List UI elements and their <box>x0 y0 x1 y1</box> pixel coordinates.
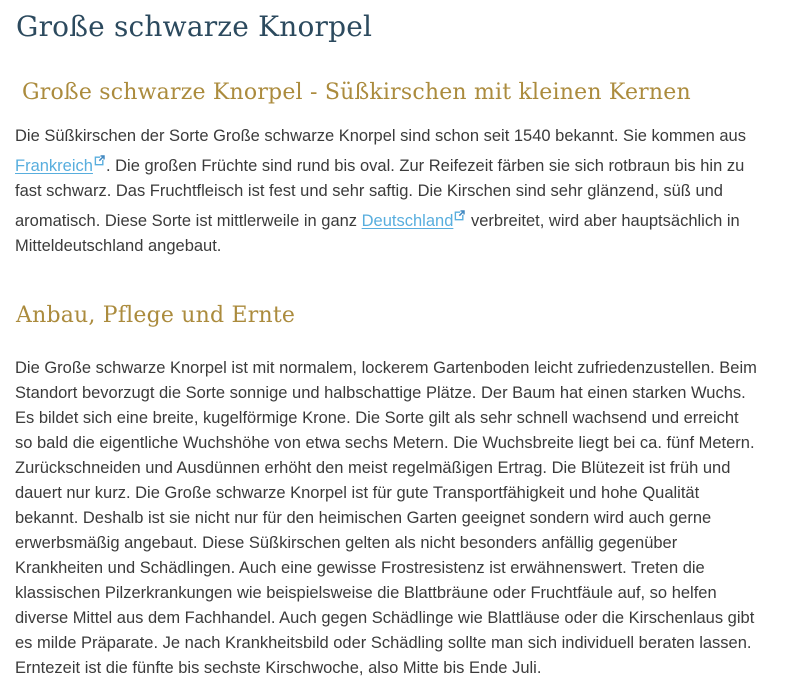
external-link-icon <box>454 204 465 229</box>
intro-text-after-link2: verbreitet, wird aber hauptsächlich in Mitteldeutschland angebaut. <box>15 212 740 255</box>
intro-text-between-links: . Die großen Früchte sind rund bis oval. Zur Reifezeit färben sie sich rotbraun bis hin zu fast schwarz. Das Fruchtfleisch ist fest und sehr saftig. Die Kirschen sind sehr glänzend, süß und aromatisch. Diese Sorte ist mittlerweile in ganz <box>15 157 745 230</box>
anbau-paragraph: Die Große schwarze Knorpel ist mit normalem, lockerem Gartenboden leicht zufriedenzustellen. Beim Standort bevorzugt die Sorte sonnige und halbschattige Plätze. Der Baum hat einen starken Wuchs. Es bildet sich eine breite, kugelförmige Krone. Die Sorte gilt als sehr schnell wachsend und erreicht so bald die eigentliche Wuchshöhe von etwa sechs Metern. Die Wuchsbreite liegt bei ca. fünf Metern. Zurückschneiden und Ausdünnen erhöht den meist regelmäßigen Ertrag. Die Blütezeit ist früh und dauert nur kurz. Die Große schwarze Knorpel ist für gute Transportfähigkeit und hohe Qualität bekannt. Deshalb ist sie nicht nur für den heimischen Garten geeignet sondern wird auch gerne erwerbsmäßig angebaut. Diese Süßkirschen gelten als nicht besonders anfällig gegenüber Krankheiten und Schädlingen. Auch eine gewisse Frostresistenz ist erwähnenswert. Treten die klassischen Pilzerkrankungen wie beispielsweise die Blattbräune oder Fruchtfäule auf, so helfen diverse Mittel aus dem Fachhandel. Auch gegen Schädlinge wie Blattläuse oder die Kirschenlaus gibt es milde Präparate. Je nach Krankheitsbild oder Schädling sollte man sich individuell beraten lassen. Erntezeit ist die fünfte bis sechste Kirschwoche, also Mitte bis Ende Juli. <box>15 359 757 677</box>
section-heading-anbau: Anbau, Pflege und Ernte <box>16 303 296 328</box>
article <box>0 8 789 681</box>
external-link-icon <box>94 149 105 174</box>
link-deutschland-label: Deutschland <box>361 212 454 230</box>
link-frankreich[interactable] <box>15 157 106 175</box>
intro-text-before-link1: Die Süßkirschen der Sorte Große schwarze Knorpel sind schon seit 1540 bekannt. Sie kommen aus <box>15 127 746 145</box>
article-subtitle: Große schwarze Knorpel - Süßkirschen mit kleinen Kernen <box>22 80 691 105</box>
page-title: Große schwarze Knorpel <box>16 10 373 43</box>
link-frankreich-label: Frankreich <box>15 157 93 175</box>
link-deutschland[interactable] <box>362 212 467 230</box>
intro-paragraph <box>15 124 760 259</box>
